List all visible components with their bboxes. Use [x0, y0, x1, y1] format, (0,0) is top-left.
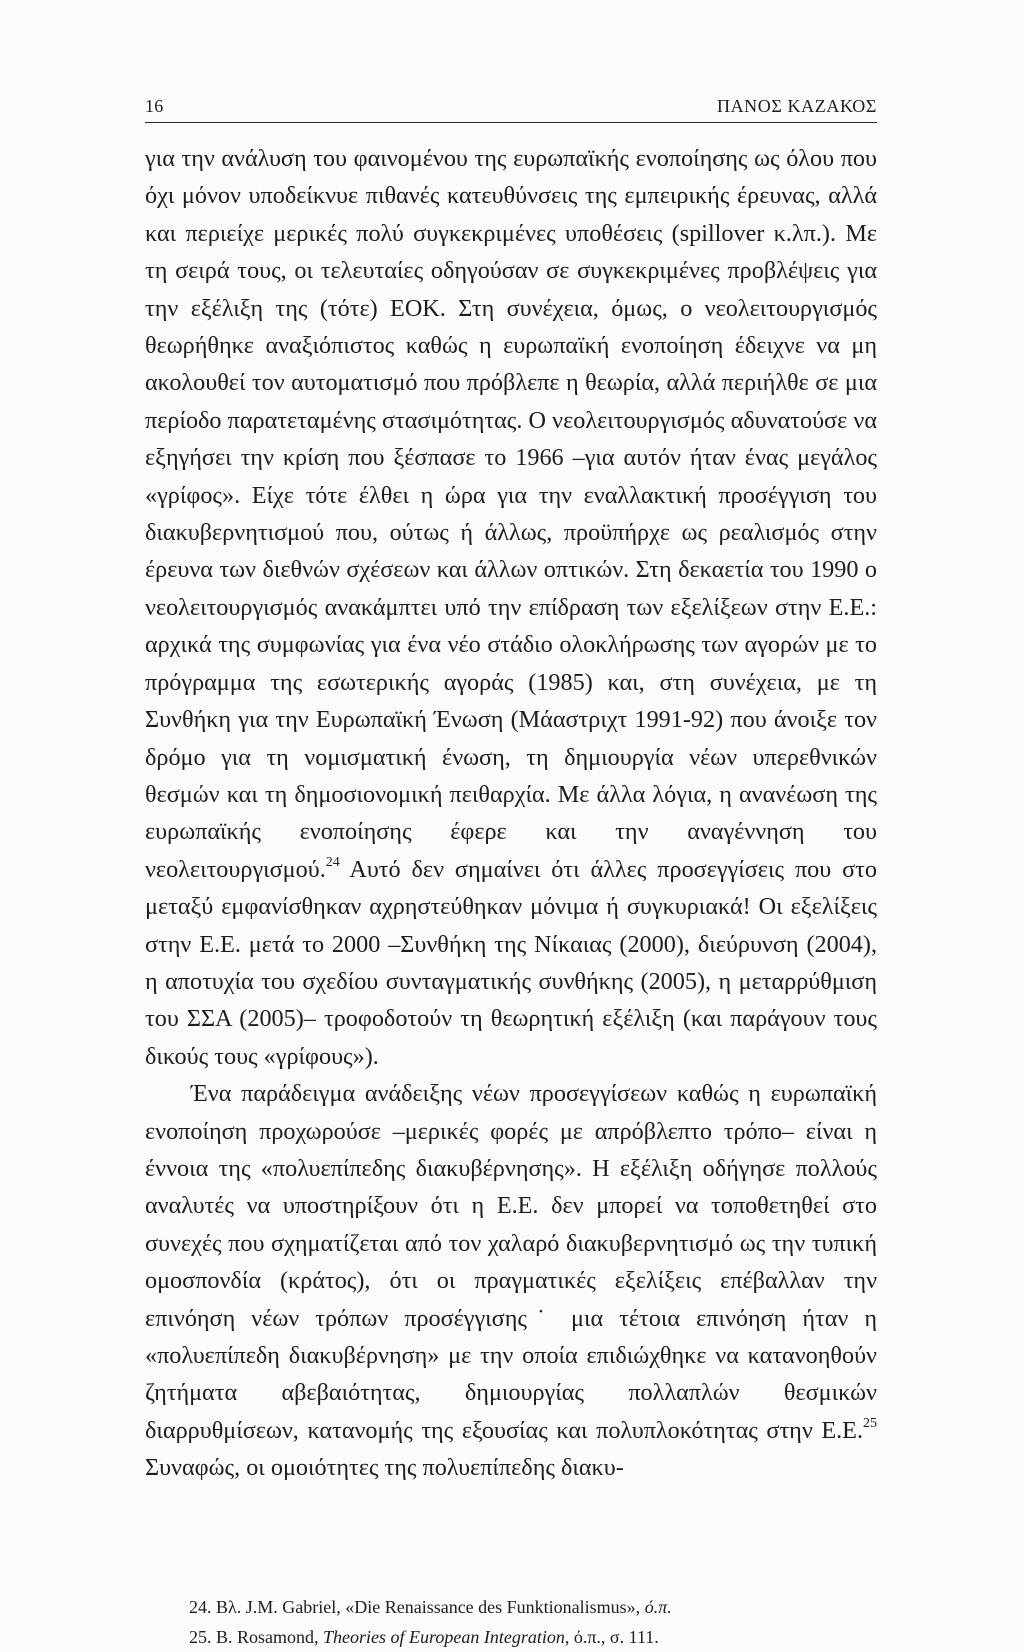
footnote-italic: Theories of European Integration: [323, 1627, 565, 1647]
body-text: [145, 140, 877, 1487]
footnote-number: 25.: [189, 1627, 212, 1647]
footnote-text: , ό.π., σ. 111.: [564, 1627, 659, 1647]
footnote-reference[interactable]: 25: [863, 1415, 877, 1431]
footnote-text: B. Rosamond,: [211, 1627, 324, 1647]
paragraph-text: για την ανάλυση του φαινομένου της ευρωπαϊκής ενοποίησης ως όλου που όχι μόνον υποδείκνυε πιθανές κατευθύνσεις της εμπειρικής έρευνας, αλλά και περιείχε μερικές πολύ συγκεκριμένες υποθέσεις (spillover κ.λπ.). Με τη σειρά τους, οι τελευταίες οδηγούσαν σε συγκεκριμένες προβλέψεις για την εξέλιξη της (τότε) ΕΟΚ. Στη συνέχεια, όμως, ο νεολειτουργισμός θεωρήθηκε αναξιόπιστος καθώς η ευρωπαϊκή ενοποίηση έδειχνε να μη ακολουθεί τον αυτοματισμό που πρόβλεπε η θεωρία, αλλά περιήλθε σε μια περίοδο παρατεταμένης στασιμότητας. Ο νεολειτουργισμός αδυνατούσε να εξηγήσει την κρίση που ξέσπασε το 1966 –για αυτόν ήταν ένας μεγάλος «γρίφος». Είχε τότε έλθει η ώρα για την εναλλακτική προσέγγιση του διακυβερνητισμού που, ούτως ή άλλως, προϋπήρχε ως ρεαλισμός στην έρευνα των διεθνών σχέσεων και άλλων οπτικών. Στη δεκαετία του 1990 ο νεολειτουργισμός ανακάμπτει υπό την επίδραση των εξελίξεων στην Ε.Ε.: αρχικά της συμφωνίας για ένα νέο στάδιο ολοκλήρωσης των αγορών με το πρόγραμμα της εσωτερικής αγοράς (1985) και, στη συνέχεια, με τη Συνθήκη για την Ευρωπαϊκή Ένωση (Μάαστριχτ 1991-92) που άνοιξε τον δρόμο για τη νομισματική ένωση, τη δημιουργία νέων υπερεθνικών θεσμών και τη δημοσιονομική πειθαρχία. Με άλλα λόγια, η ανανέωση της ευρωπαϊκής ενοποίησης έφερε και την αναγέννηση του νεολειτουργισμού.: [145, 145, 877, 883]
paragraph-text: Συναφώς, οι ομοιότητες της πολυεπίπεδης διακυ-: [145, 1454, 624, 1482]
paragraph-text: Ένα παράδειγμα ανάδειξης νέων προσεγγίσεων καθώς η ευρωπαϊκή ενοποίηση προχωρούσε –μερικές φορές με απρόβλεπτο τρόπο– είναι η έννοια της «πολυεπίπεδης διακυβέρνησης». Η εξέλιξη οδήγησε πολλούς αναλυτές να υποστηρίξουν ότι η Ε.Ε. δεν μπορεί να τοποθετηθεί στο συνεχές που σχηματίζεται από τον χαλαρό διακυβερνητισμό ως την τυπική ομοσπονδία (κράτος), ότι οι πραγματικές εξελίξεις επέβαλλαν την επινόηση νέων τρόπων προσέγγισης˙ μια τέτοια επινόηση ήταν η «πολυεπίπεδη διακυβέρνηση» με την οποία επιδιώχθηκε να κατανοηθούν ζητήματα αβεβαιότητας, δημιουργίας πολλαπλών θεσμικών διαρρυθμίσεων, κατανομής της εξουσίας και πολυπλοκότητας στην Ε.Ε.: [145, 1080, 877, 1444]
footnote: [189, 1622, 879, 1652]
footnote: [189, 1592, 879, 1622]
footnote-text: Βλ. J.M. Gabriel, «Die Renaissance des Funktionalismus»,: [211, 1597, 645, 1617]
running-head-author: ΠΑΝΟΣ ΚΑΖΑΚΟΣ: [716, 96, 877, 116]
page-number: 16: [145, 96, 164, 116]
running-header: [145, 96, 877, 123]
footnote-italic: ό.π.: [644, 1597, 672, 1617]
footnote-reference[interactable]: 24: [325, 854, 340, 870]
paragraph-text: Αυτό δεν σημαίνει ότι άλλες προσεγγίσεις που στο μεταξύ εμφανίσθηκαν αχρηστεύθηκαν μόνιμα ή συγκυριακά! Οι εξελίξεις στην Ε.Ε. μετά το 2000 –Συνθήκη της Νίκαιας (2000), διεύρυνση (2004), η αποτυχία του σχεδίου συνταγματικής συνθήκης (2005), η μεταρρύθμιση του ΣΣΑ (2005)– τροφοδοτούν τη θεωρητική εξέλιξη (και παράγουν τους δικούς τους «γρίφους»).: [145, 855, 877, 1070]
footnote-number: 24.: [189, 1597, 212, 1617]
paragraph: [145, 1075, 877, 1486]
paragraph: [145, 140, 877, 1075]
footnotes: [189, 1592, 879, 1652]
